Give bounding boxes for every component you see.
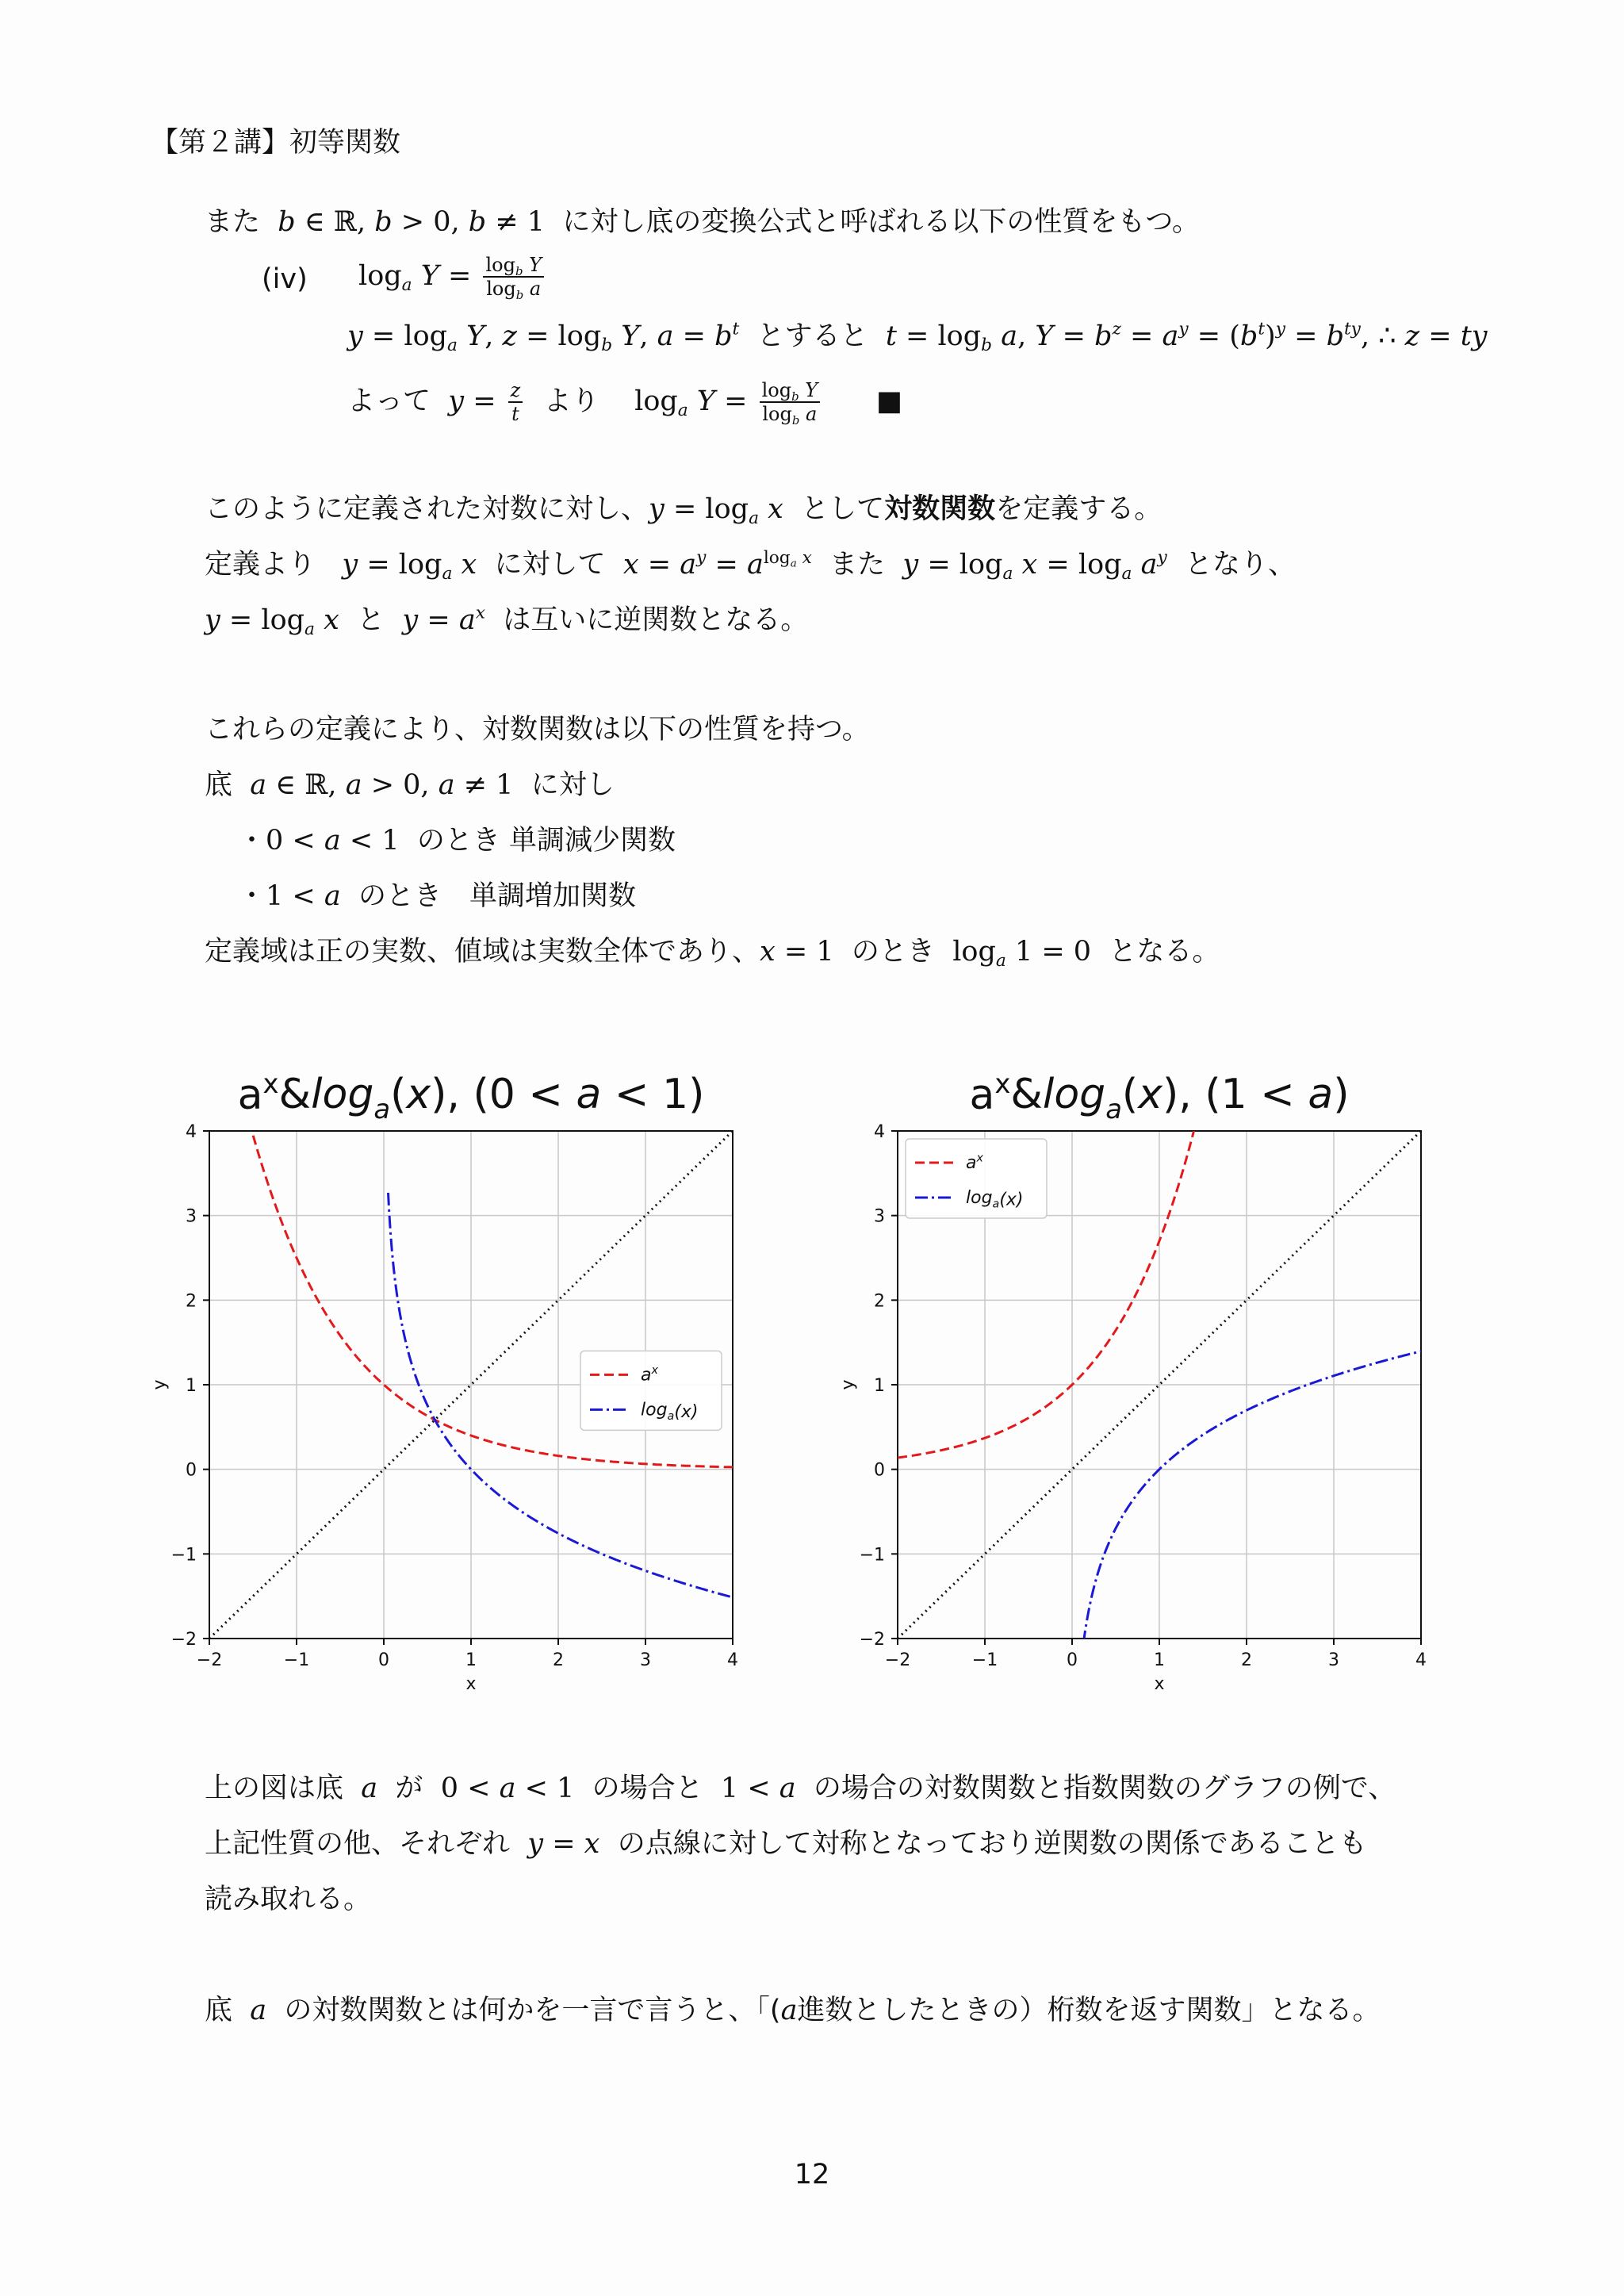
x-tick-label: 2 <box>1241 1650 1252 1670</box>
legend-label: $\log_a(x)$ <box>641 1400 699 1423</box>
y-tick-label: 0 <box>186 1460 197 1481</box>
legend-label: $a^x$ <box>641 1363 658 1386</box>
x-tick-label: 3 <box>1328 1650 1339 1670</box>
proof-line-2: よって y = $\frac{z}{t}$ より $\log_a Y$ = $\frac{\log_b Y}{\log_b a}$ ■ <box>347 379 902 427</box>
x-tick-label: 4 <box>727 1650 738 1670</box>
summary-line: 底 a の対数関数とは何かを一言で言うと、「(a進数としたときの）桁数を返す関数」となる。 <box>205 1995 1381 2026</box>
chart-decreasing <box>143 1063 761 1713</box>
x-tick-label: 0 <box>1067 1650 1078 1670</box>
page-number: 12 <box>794 2159 830 2191</box>
y-tick-label: 4 <box>186 1122 197 1142</box>
proof-line-1: $y = \log_a Y$, $z = \log_b Y$, $a = b^t$ とすると $t = \log_b a$, $Y = b^z = a^y = (b^t)^y = b^{ty}$, ∴ z = ty <box>347 319 1488 355</box>
series-log <box>1083 1351 1421 1643</box>
y-tick-label: 0 <box>874 1460 885 1481</box>
x-tick-label: 1 <box>465 1650 477 1670</box>
props-base: 底 a ∈ ℝ, a > 0, a ≠ 1 に対し <box>205 769 615 801</box>
section-header: 【第２講】初等関数 <box>151 127 401 159</box>
x-tick-label: −1 <box>971 1650 998 1670</box>
x-tick-label: 0 <box>378 1650 389 1670</box>
x-tick-label: 2 <box>553 1650 564 1670</box>
after-graph-line-3: 読み取れる。 <box>205 1884 372 1915</box>
y-tick-label: −2 <box>859 1630 885 1650</box>
after-graph-line-2: 上記性質の他、それぞれ y = x の点線に対して対称となっており逆関数の関係であることも <box>205 1828 1367 1860</box>
x-tick-label: −2 <box>196 1650 223 1670</box>
y-tick-label: 3 <box>874 1206 885 1227</box>
intro-line: また b ∈ ℝ, b > 0, b ≠ 1 に対し底の変換公式と呼ばれる以下の性質をもつ。 <box>205 206 1200 238</box>
chart-title: $a^x\&\log_a(x)$, (0 < a < 1) <box>237 1068 705 1125</box>
chart-increasing <box>831 1063 1450 1713</box>
x-tick-label: 4 <box>1415 1650 1427 1670</box>
formula-iv: $\log_a Y$ = $\frac{\log_b Y}{\log_b a}$ <box>358 254 547 300</box>
x-axis-label: x <box>465 1674 477 1694</box>
y-tick-label: 4 <box>874 1122 885 1142</box>
def-line-2: 定義より $y = \log_a x$ に対して $x = a^y = a^{log_a x}$ また $y = \log_a x = \log_a a^y$ となり、 <box>205 547 1297 584</box>
props-bullet-1: ・0 < a < 1 のとき 単調減少関数 <box>238 825 676 857</box>
y-axis-label: y <box>838 1379 858 1390</box>
def-line-3: $y = \log_a x$ と $y = a^x$ は互いに逆関数となる。 <box>205 603 809 639</box>
x-tick-label: 3 <box>640 1650 651 1670</box>
x-tick-label: −2 <box>884 1650 911 1670</box>
y-tick-label: 3 <box>186 1206 197 1227</box>
y-tick-label: −1 <box>170 1545 197 1566</box>
y-tick-label: 1 <box>186 1376 197 1396</box>
props-intro: これらの定義により、対数関数は以下の性質を持つ。 <box>205 714 870 746</box>
y-axis-label: y <box>150 1379 170 1390</box>
x-tick-label: 1 <box>1154 1650 1165 1670</box>
x-tick-label: −1 <box>283 1650 310 1670</box>
y-tick-label: 1 <box>874 1376 885 1396</box>
props-bullet-2: ・1 < a のとき 単調増加関数 <box>238 880 637 912</box>
formula-iv-label: (iv) <box>262 263 308 295</box>
x-axis-label: x <box>1154 1674 1165 1694</box>
qed-mark: ■ <box>875 385 902 417</box>
y-tick-label: −1 <box>859 1545 885 1566</box>
legend-label: $\log_a(x)$ <box>966 1188 1024 1211</box>
after-graph-line-1: 上の図は底 a が 0 < a < 1 の場合と 1 < a の場合の対数関数と指数関数のグラフの例で、 <box>205 1773 1396 1804</box>
y-tick-label: −2 <box>170 1630 197 1650</box>
chart-title: $a^x\&\log_a(x)$, (1 < a) <box>969 1068 1350 1125</box>
y-tick-label: 2 <box>874 1291 885 1312</box>
legend-label: $a^x$ <box>966 1152 983 1173</box>
def-line-1: このように定義された対数に対し、$y = \log_a x$ として対数関数を定義する。 <box>205 493 1162 528</box>
y-tick-label: 2 <box>186 1291 197 1312</box>
props-domain: 定義域は正の実数、値域は実数全体であり、x = 1 のとき $\log_a 1 = 0$ となる。 <box>205 936 1220 971</box>
